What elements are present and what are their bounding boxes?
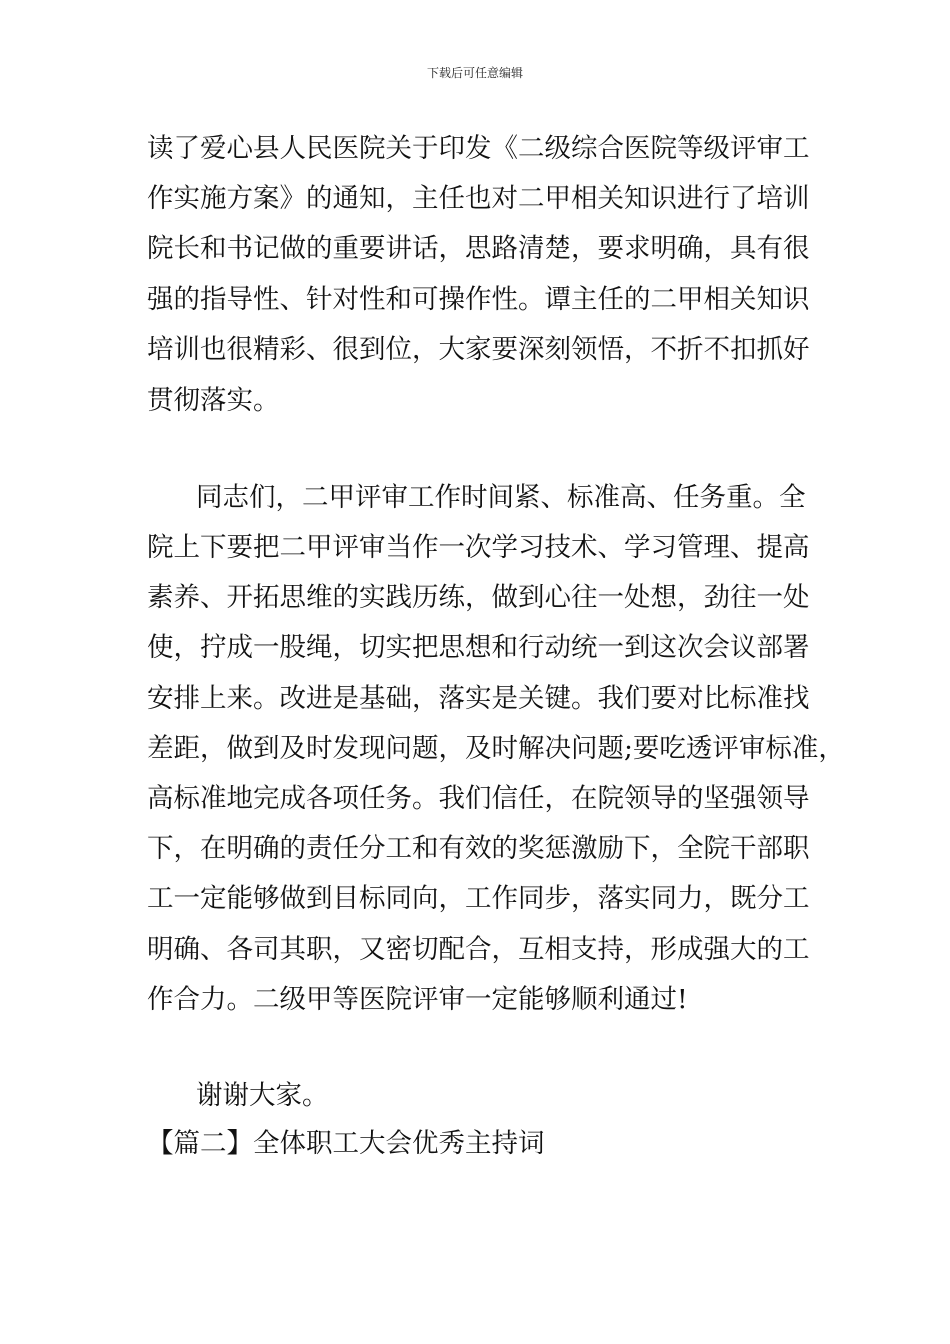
paragraph-line: 差距，做到及时发现问题，及时解决问题;要吃透评审标准，: [147, 733, 845, 764]
paragraph-line: 明确、各司其职，又密切配合，互相支持，形成强大的工: [147, 934, 810, 965]
paragraph-line: 下，在明确的责任分工和有效的奖惩激励下，全院干部职: [147, 833, 810, 864]
paragraph-line: 院上下要把二甲评审当作一次学习技术、学习管理、提高: [147, 532, 810, 563]
paragraph-line: 素养、开拓思维的实践历练，做到心往一处想，劲往一处: [147, 582, 810, 613]
paragraph-line: 同志们，二甲评审工作时间紧、标准高、任务重。全: [196, 482, 806, 513]
paragraph-line: 院长和书记做的重要讲话，思路清楚，要求明确，具有很: [147, 233, 810, 264]
paragraph-line: 培训也很精彩、很到位，大家要深刻领悟，不折不扣抓好: [147, 334, 810, 365]
paragraph-line: 作实施方案》的通知，主任也对二甲相关知识进行了培训: [147, 183, 810, 214]
paragraph-line: 工一定能够做到目标同向，工作同步，落实同力，既分工: [147, 883, 810, 914]
paragraph-line: 安排上来。改进是基础，落实是关键。我们要对比标准找: [147, 683, 810, 714]
paragraph-line: 高标准地完成各项任务。我们信任，在院领导的坚强领导: [147, 783, 810, 814]
header-note: 下载后可任意编辑: [426, 66, 523, 80]
paragraph-line: 作合力。二级甲等医院评审一定能够顺利通过!: [147, 984, 688, 1015]
paragraph-line: 强的指导性、针对性和可操作性。谭主任的二甲相关知识: [147, 284, 810, 315]
paragraph-line: 贯彻落实。: [147, 385, 280, 416]
paragraph-line: 谢谢大家。: [196, 1080, 329, 1111]
paragraph-line: 读了爱心县人民医院关于印发《二级综合医院等级评审工: [147, 133, 810, 164]
section-heading: 【篇二】全体职工大会优秀主持词: [147, 1128, 545, 1159]
paragraph-line: 使，拧成一股绳，切实把思想和行动统一到这次会议部署: [147, 632, 810, 663]
